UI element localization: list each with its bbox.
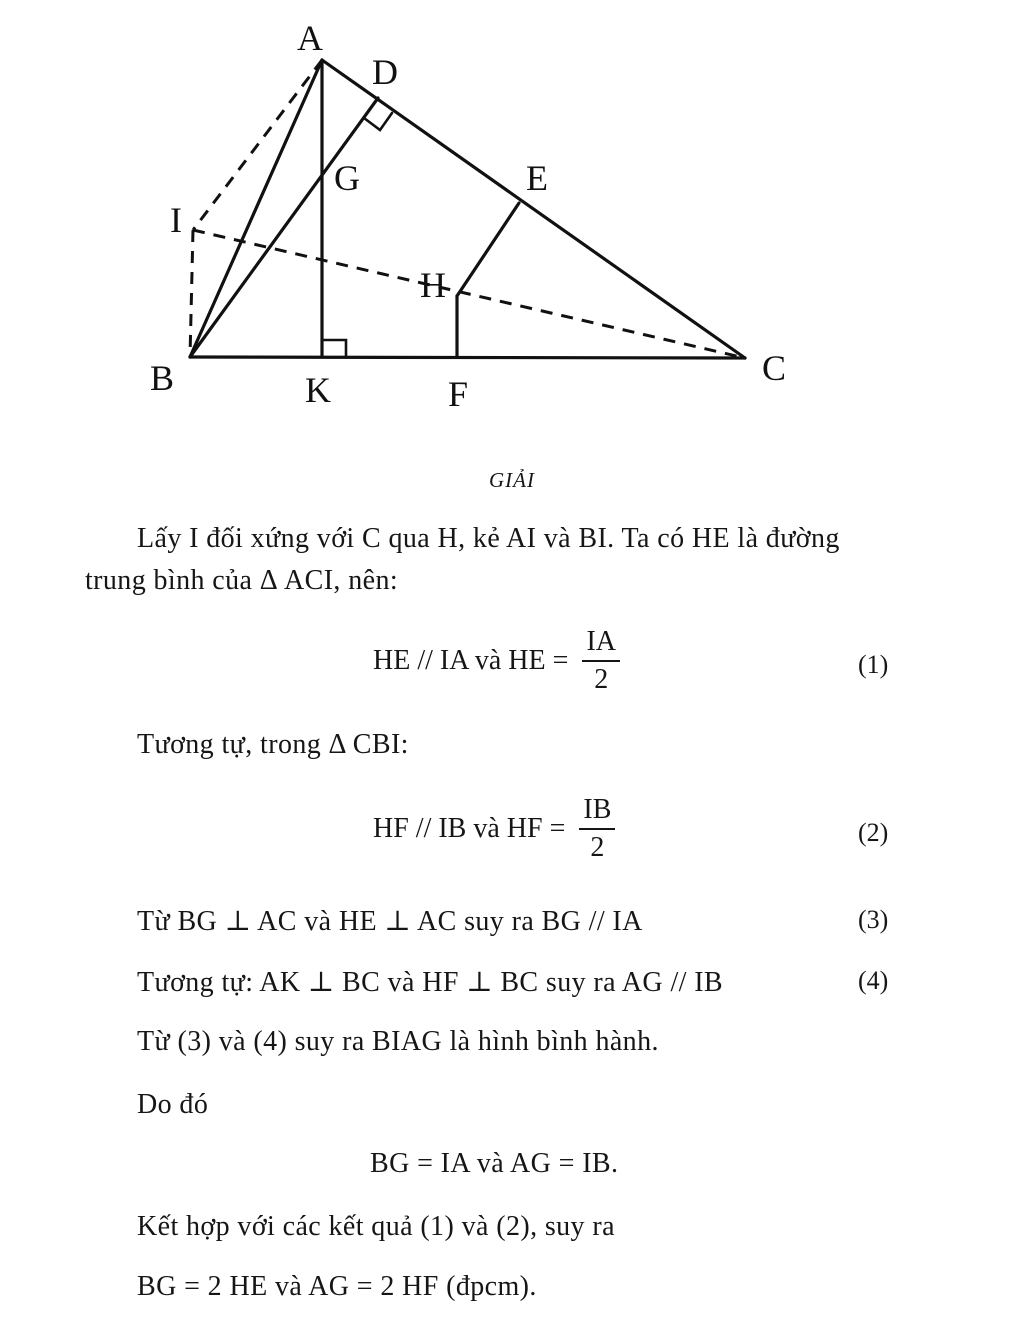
segment-ab xyxy=(190,60,322,357)
segment-bc xyxy=(190,357,745,358)
label-i: I xyxy=(170,200,182,240)
equation-3: BG = IA và AG = IB. xyxy=(370,1148,619,1179)
similar-cbi-line: Tương tự, trong Δ CBI: xyxy=(137,729,409,760)
right-angle-k xyxy=(322,340,346,357)
equation-1 xyxy=(373,628,620,694)
conclusion-text: BG = 2 HE và AG = 2 HF (đpcm). xyxy=(137,1271,537,1302)
step-4-tag: (4) xyxy=(858,966,889,995)
therefore-text: Do đó xyxy=(137,1089,209,1120)
label-k: K xyxy=(305,370,331,410)
label-f: F xyxy=(448,374,469,414)
equation-1-tag: (1) xyxy=(858,650,889,679)
combine-text: Kết hợp với các kết quả (1) và (2), suy ra xyxy=(137,1211,615,1242)
equation-2 xyxy=(373,796,615,862)
intro-line-2: trung bình của Δ ACI, nên: xyxy=(85,565,399,596)
equation-2-denominator: 2 xyxy=(590,832,605,863)
solution-heading: GIẢI xyxy=(489,468,535,492)
label-d: D xyxy=(372,52,398,92)
right-angle-d xyxy=(364,113,392,130)
equation-2-left: HF // IB và HF = xyxy=(373,813,566,844)
step-3-tag: (3) xyxy=(858,905,889,934)
equation-1-numerator: IA xyxy=(582,628,620,662)
label-e: E xyxy=(526,158,548,198)
step-3-text: Từ BG ⊥ AC và HE ⊥ AC suy ra BG // IA xyxy=(137,906,643,937)
segment-he xyxy=(457,203,519,296)
label-c: C xyxy=(762,348,787,388)
label-a: A xyxy=(297,18,323,58)
intro-line-1: Lấy I đối xứng với C qua H, kẻ AI và BI. Ta có HE là đường xyxy=(137,523,840,554)
equation-2-numerator: IB xyxy=(579,796,615,830)
label-h: H xyxy=(420,265,446,305)
step-5-text: Từ (3) và (4) suy ra BIAG là hình bình hành. xyxy=(137,1026,659,1057)
equation-1-denominator: 2 xyxy=(594,664,609,695)
label-b: B xyxy=(150,358,175,398)
equation-1-fraction xyxy=(582,628,620,694)
segment-ac xyxy=(322,60,745,358)
equation-2-fraction xyxy=(579,796,615,862)
segment-ic-dashed xyxy=(193,230,745,358)
segment-bd xyxy=(190,98,378,357)
label-g: G xyxy=(334,158,360,198)
equation-1-left: HE // IA và HE = xyxy=(373,645,569,676)
segment-bi-dashed xyxy=(190,230,193,357)
step-4-text: Tương tự: AK ⊥ BC và HF ⊥ BC suy ra AG // IB xyxy=(137,967,724,998)
geometry-figure xyxy=(0,0,1024,440)
equation-2-tag: (2) xyxy=(858,818,889,847)
